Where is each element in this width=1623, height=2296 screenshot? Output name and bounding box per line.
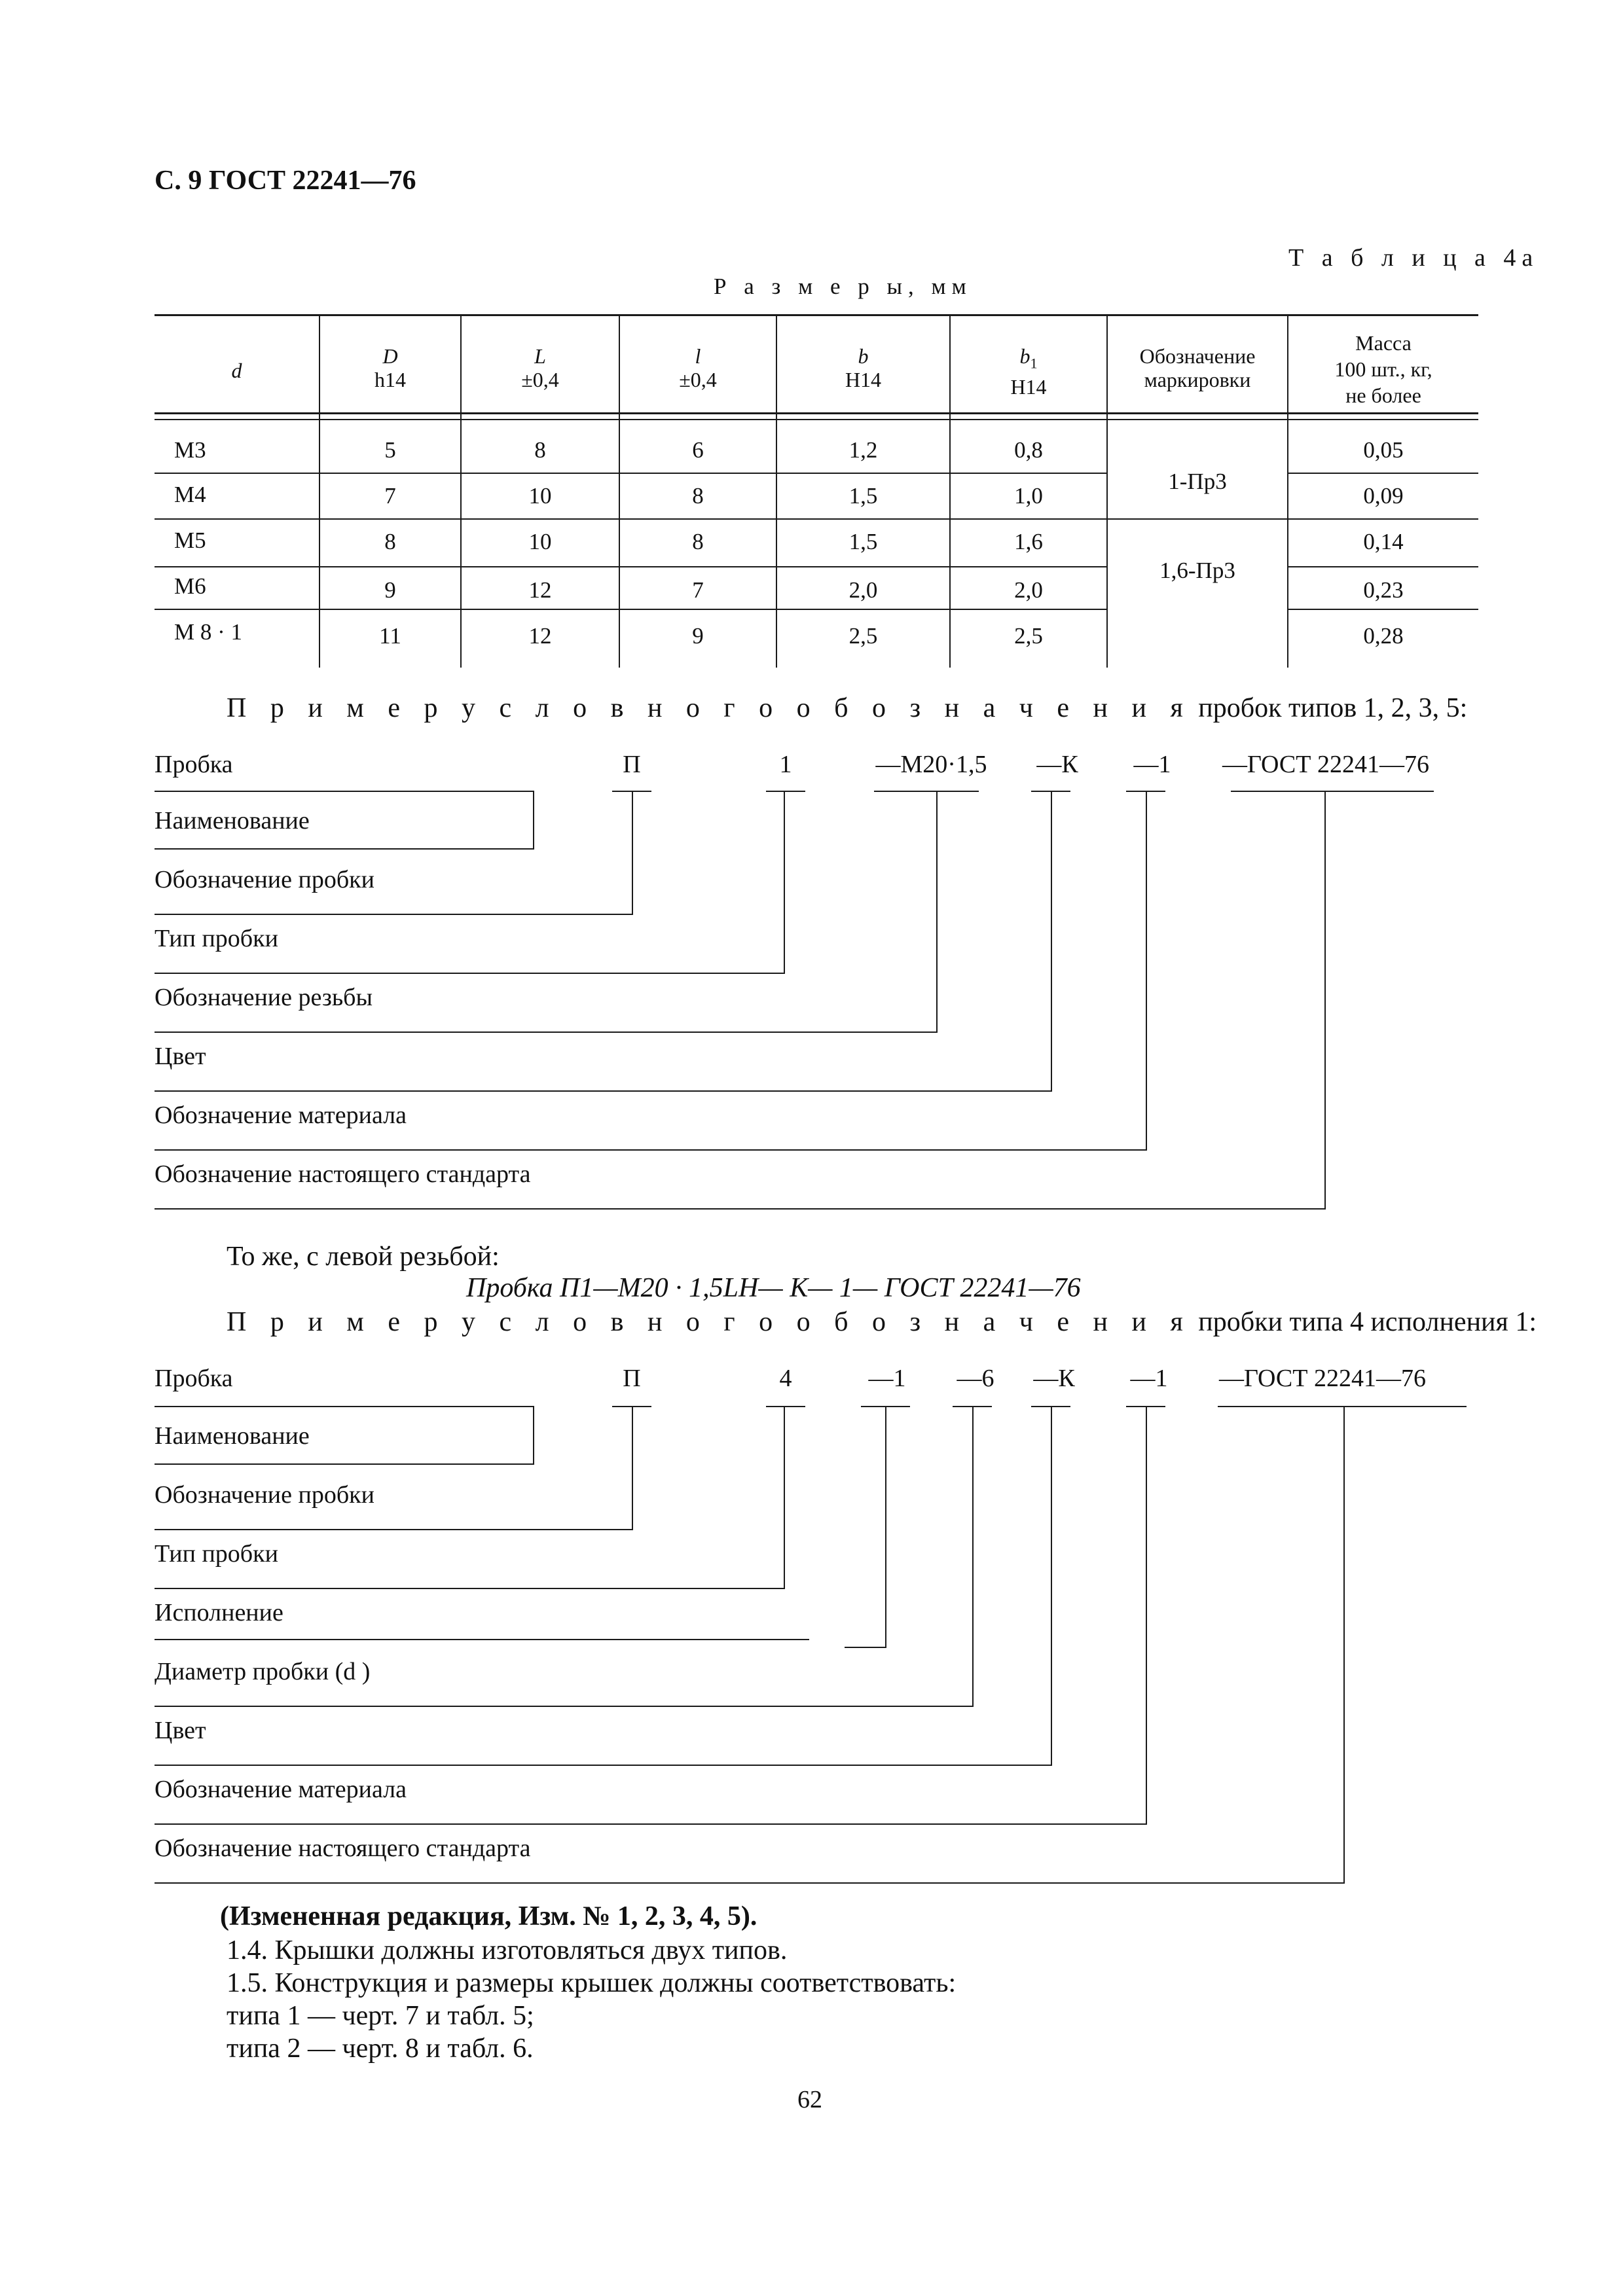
designation-label: Наименование — [155, 1422, 310, 1450]
paragraph-1-5: 1.5. Конструкция и размеры крышек должны соответствовать: — [227, 1968, 957, 1998]
designation-label: Обозначение материала — [155, 1102, 407, 1129]
designation-segment: —К — [1036, 751, 1078, 778]
table-label: Т а б л и ц а 4а — [1288, 244, 1539, 272]
designation-segment: —ГОСТ 22241—76 — [1219, 1365, 1426, 1392]
designation-segment: 4 — [779, 1365, 792, 1392]
page-number: 62 — [797, 2086, 822, 2113]
col-header-l: l ±0,4 — [679, 344, 717, 391]
designation-label: Обозначение пробки — [155, 1481, 374, 1509]
col-header-marking: Обозначение маркировки — [1139, 344, 1256, 391]
designation-segment: 1 — [779, 751, 792, 778]
col-header-b: b H14 — [845, 344, 882, 391]
type-2-reference: типа 2 — черт. 8 и табл. 6. — [227, 2034, 534, 2064]
designation-segment: П — [623, 751, 641, 778]
designation-segment: —6 — [957, 1365, 994, 1392]
designation-segment: —1 — [1130, 1365, 1168, 1392]
designation-segment: —1 — [868, 1365, 906, 1392]
designation-label: Исполнение — [155, 1599, 283, 1626]
designation-lead: Пробка — [155, 751, 233, 778]
designation-label: Обозначение резьбы — [155, 984, 373, 1011]
revision-note: (Измененная редакция, Изм. № 1, 2, 3, 4, 5). — [220, 1901, 757, 1931]
designation-label: Наименование — [155, 807, 310, 834]
designation-label: Тип пробки — [155, 925, 278, 952]
marking-group-2: 1,6-Пр3 — [1159, 558, 1235, 583]
designation-label: Обозначение настоящего стандарта — [155, 1835, 531, 1862]
designation-segment: —1 — [1133, 751, 1171, 778]
designation-segment: П — [623, 1365, 641, 1392]
col-header-b1: $b_1$ H14 — [1010, 344, 1047, 399]
designation-segment: —М20·1,5 — [875, 751, 987, 778]
table-caption: Р а з м е р ы, мм — [714, 274, 972, 299]
designation-label: Диаметр пробки (d ) — [155, 1658, 371, 1685]
designation-label: Тип пробки — [155, 1540, 278, 1568]
col-header-D: D h14 — [374, 344, 406, 391]
designation-label: Обозначение материала — [155, 1776, 407, 1803]
example1-intro: П р и м е р у с л о в н о г о о б о з н а ч е н и я пробок типов 1, 2, 3, 5: — [227, 693, 1468, 723]
type-1-reference: типа 1 — черт. 7 и табл. 5; — [227, 2001, 534, 2031]
example2-intro: П р и м е р у с л о в н о г о о б о з н а ч е н и я пробки типа 4 исполнения 1: — [227, 1307, 1537, 1337]
left-thread-intro: То же, с левой резьбой: — [227, 1242, 500, 1272]
page-title: С. 9 ГОСТ 22241—76 — [155, 166, 416, 196]
designation-segment: —ГОСТ 22241—76 — [1222, 751, 1429, 778]
left-thread-designation: Пробка П1—М20 · 1,5LН— К— 1— ГОСТ 22241—76 — [466, 1273, 1081, 1303]
col-header-d: d — [231, 359, 242, 382]
designation-lead: Пробка — [155, 1365, 233, 1392]
marking-group-1: 1-Пр3 — [1168, 469, 1227, 494]
designation-label: Цвет — [155, 1717, 206, 1744]
col-header-mass: Масса 100 шт., кг, не более — [1334, 331, 1432, 407]
designation-label: Цвет — [155, 1043, 206, 1070]
paragraph-1-4: 1.4. Крышки должны изготовляться двух типов. — [227, 1935, 788, 1965]
designation-label: Обозначение настоящего стандарта — [155, 1160, 531, 1188]
col-header-L: L ±0,4 — [521, 344, 559, 391]
designation-label: Обозначение пробки — [155, 866, 374, 893]
designation-segment: —К — [1033, 1365, 1075, 1392]
